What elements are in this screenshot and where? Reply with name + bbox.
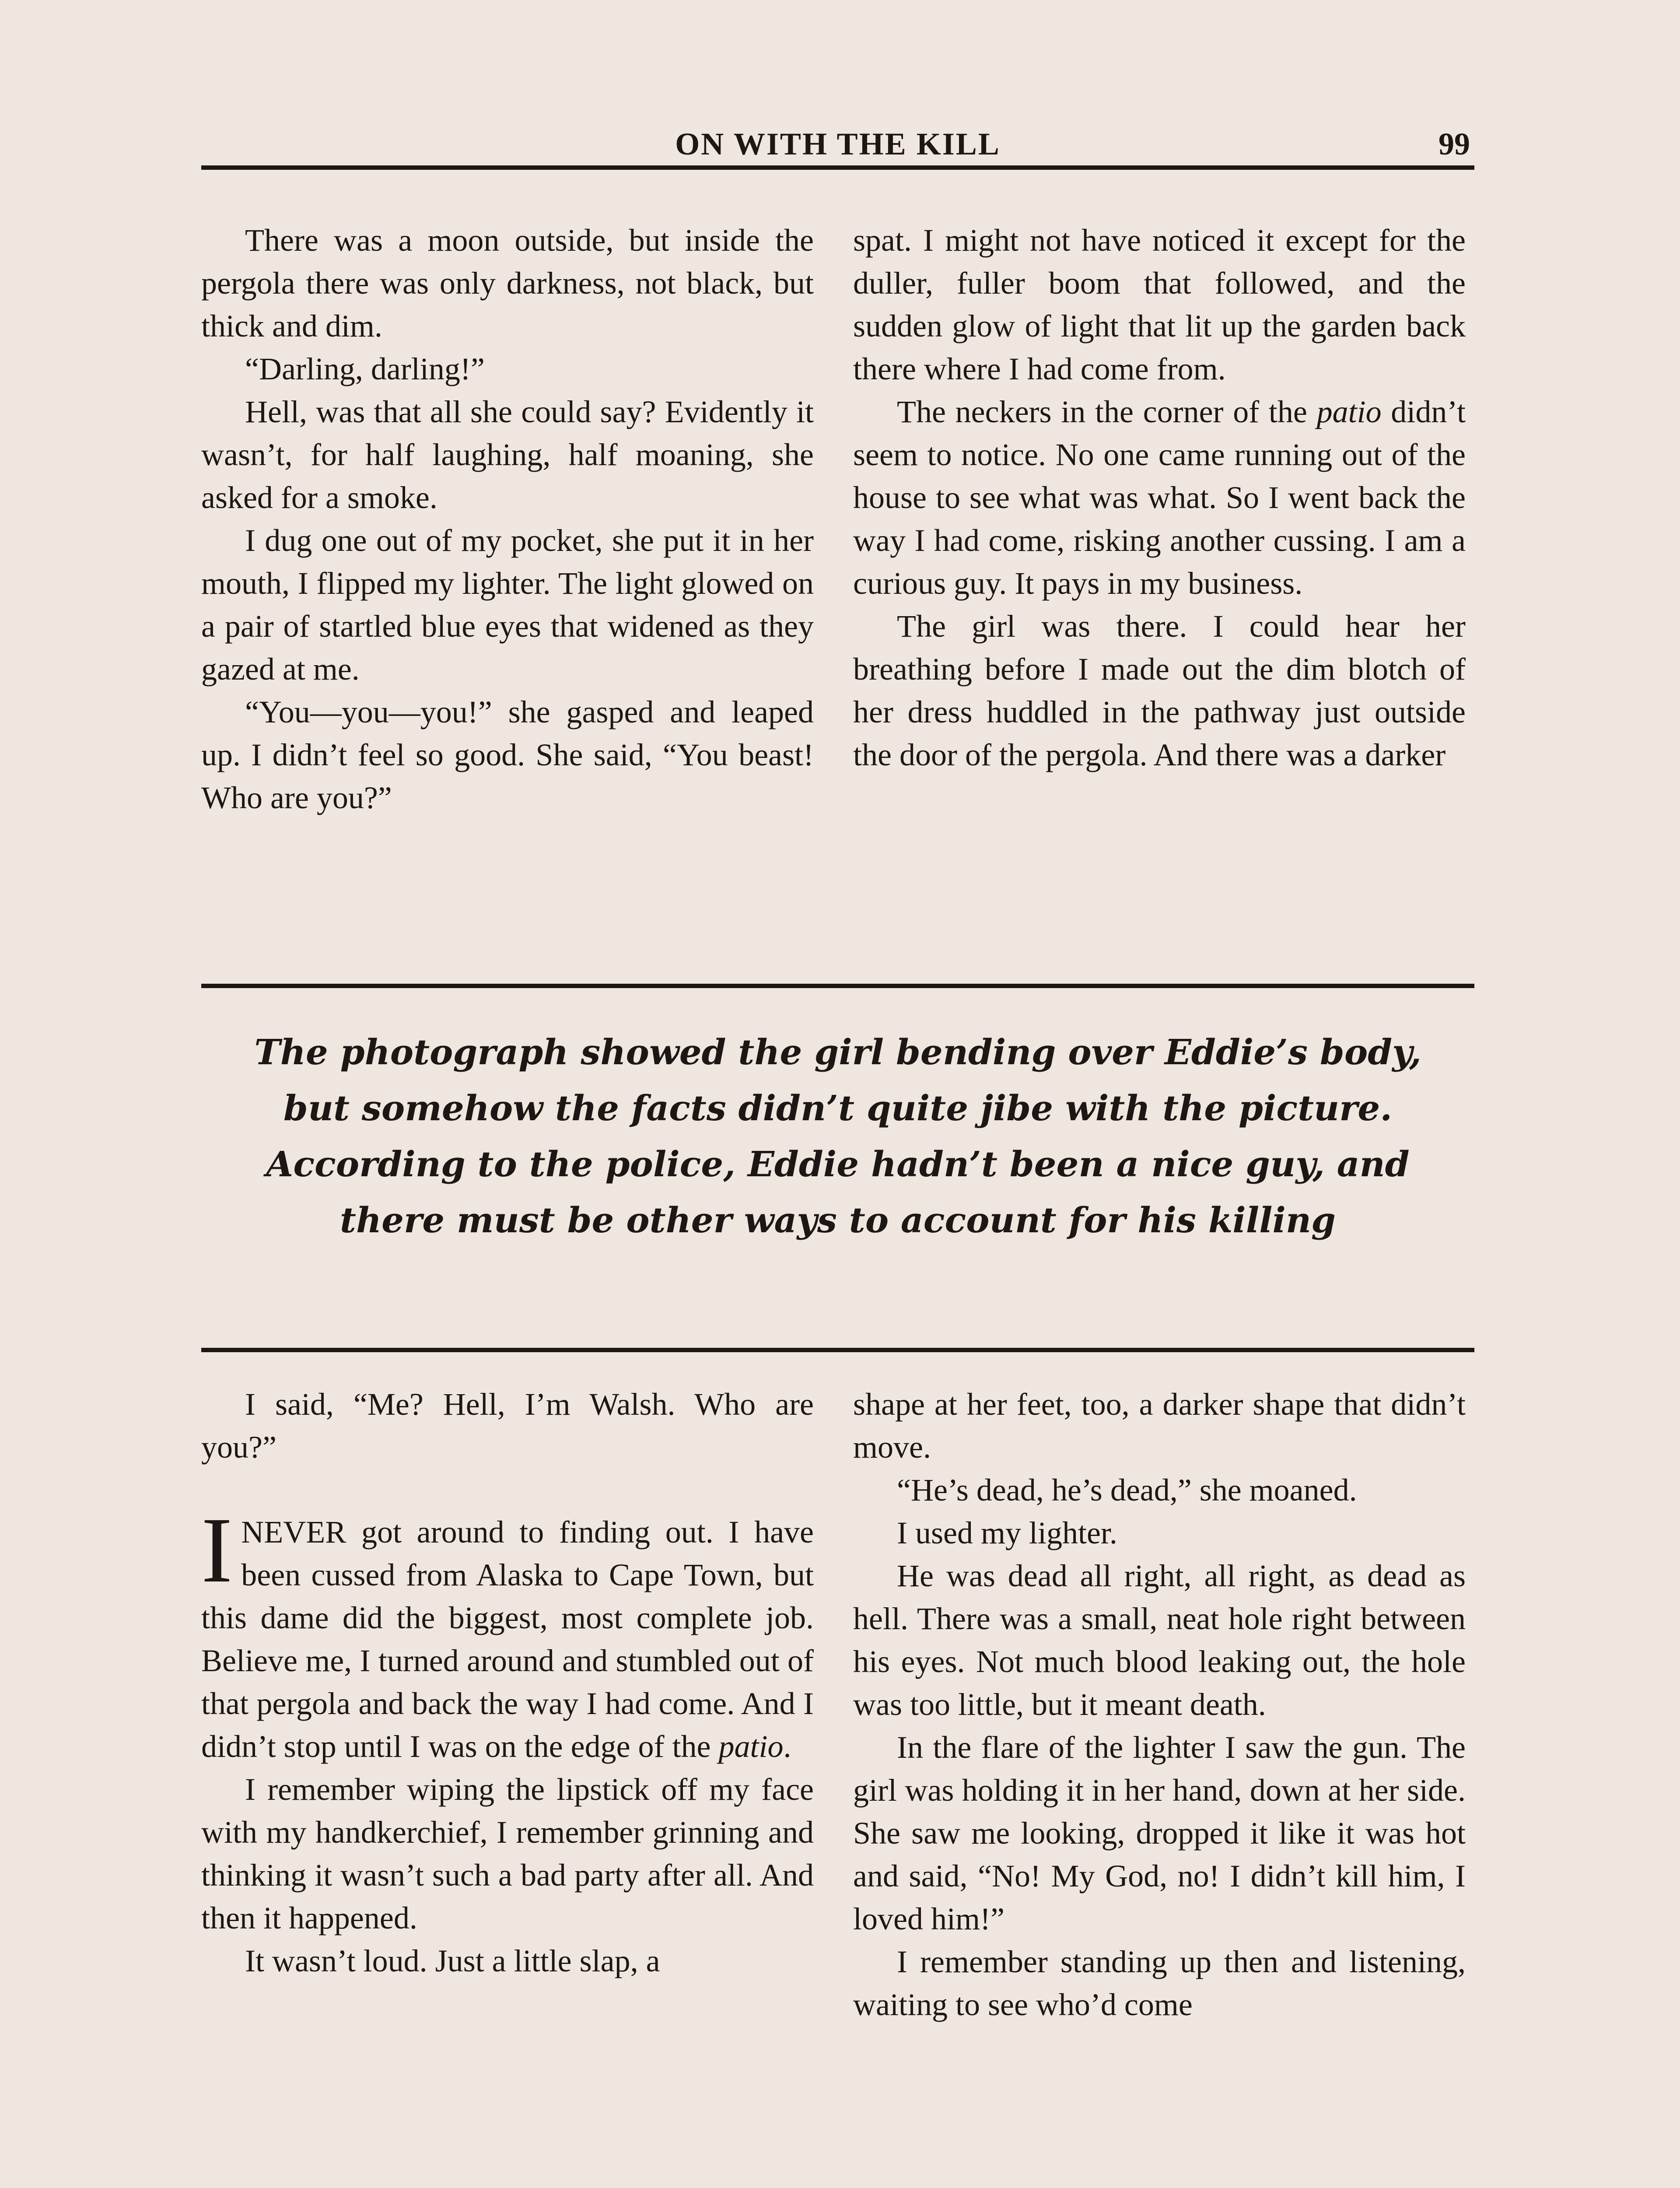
paragraph: I dug one out of my pocket, she put it in her mouth, I flipped my lighter. The light glowed on a pair of startled blue eyes that widened as they gazed at me. bbox=[201, 523, 814, 687]
paragraph: In the flare of the lighter I saw the gun. The girl was holding it in her hand, down at her side. She saw me looking, dropped it like it was hot and said, “No! My God, no! I didn’t kill him, I loved him!” bbox=[853, 1730, 1466, 1936]
upper-left-column bbox=[201, 219, 814, 963]
running-head bbox=[201, 117, 1474, 165]
paragraph: “Darling, darling!” bbox=[245, 351, 485, 386]
small-caps-lead: NEVER bbox=[241, 1515, 346, 1550]
paragraph: It wasn’t loud. Just a little slap, a bbox=[245, 1943, 660, 1978]
lower-right-column bbox=[853, 1383, 1466, 2188]
paragraph: Hell, was that all she could say? Evidently it wasn’t, for half laughing, half moaning, she asked for a smoke. bbox=[201, 394, 814, 515]
paragraph-continued: shape at her feet, too, a darker shape that didn’t move. bbox=[853, 1387, 1466, 1465]
upper-right-column bbox=[853, 219, 1466, 963]
paragraph: “He’s dead, he’s dead,” she moaned. bbox=[897, 1473, 1357, 1508]
paragraph: I remember standing up then and listening, waiting to see who’d come bbox=[853, 1944, 1466, 2022]
lower-left-column bbox=[201, 1383, 814, 2188]
blurb-bottom-rule bbox=[201, 1348, 1474, 1352]
header-rule bbox=[201, 165, 1474, 170]
paragraph: I said, “Me? Hell, I’m Walsh. Who are you?” bbox=[201, 1387, 814, 1465]
story-blurb: The photograph showed the girl bending over Eddie’s body, but somehow the facts didn’t quite jibe with the picture. According to the police, Eddie hadn’t been a nice guy, and there must be other ways to account for his killing bbox=[254, 1031, 1421, 1241]
paragraph: There was a moon outside, but inside the pergola there was only darkness, not black, but thick and dim. bbox=[201, 223, 814, 344]
page-number: 99 bbox=[1438, 126, 1470, 161]
paragraph: I used my lighter. bbox=[897, 1515, 1117, 1550]
paragraph: I remember wiping the lipstick off my face with my handkerchief, I remember grinning and thinking it wasn’t such a bad party after all. And then it happened. bbox=[201, 1772, 814, 1936]
paragraph: He was dead all right, all right, as dead as hell. There was a small, neat hole right between his eyes. Not much blood leaking out, the hole was too little, but it meant death. bbox=[853, 1558, 1466, 1722]
text-run: . bbox=[783, 1729, 791, 1764]
text-run: got around to finding out. I have been cussed from Alaska to Cape Town, but this dame did the biggest, most complete job. Believe me, I turned around and stumbled out of that pergola and back the way I had come. And I didn’t stop until I was on the edge of the bbox=[201, 1515, 814, 1764]
paragraph bbox=[853, 390, 1466, 605]
paragraph: The girl was there. I could hear her breathing before I made out the dim blotch of her dress huddled in the pathway just outside the door of the pergola. And there was a darker bbox=[853, 609, 1466, 772]
italic-word: patio bbox=[718, 1729, 784, 1764]
italic-word: patio bbox=[1316, 394, 1382, 429]
paragraph: “You—you—you!” she gasped and leaped up. I didn’t feel so good. She said, “You beast! Who are you?” bbox=[201, 694, 814, 815]
paragraph-dropcap bbox=[201, 1498, 814, 1768]
text-run: The neckers in the corner of the bbox=[897, 394, 1317, 429]
text-run: didn’t seem to notice. No one came running out of the house to see what was what. So I went back the way I had come, risking another cussing. I am a curious guy. It pays in my business. bbox=[853, 394, 1466, 601]
drop-cap: I bbox=[201, 1498, 233, 1602]
blurb-top-rule bbox=[201, 984, 1474, 988]
paragraph-continued: spat. I might not have noticed it except for the duller, fuller boom that followed, and the sudden glow of light that lit up the garden back there where I had come from. bbox=[853, 223, 1466, 386]
running-title: ON WITH THE KILL bbox=[675, 126, 1001, 161]
